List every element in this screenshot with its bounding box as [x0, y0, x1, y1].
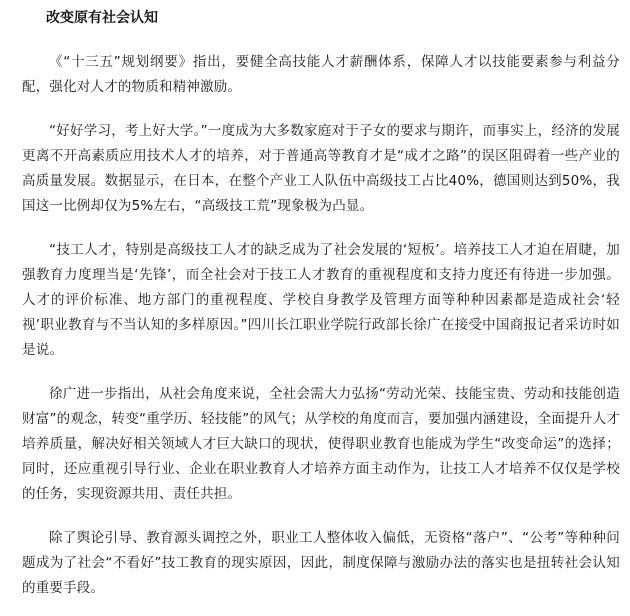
- paragraph-5: 除了舆论引导、教育源头调控之外，职业工人整体收入偏低，无资格“落户”、“公考”等种种问题成为了社会“不看好”技工教育的现实原因，因此，制度保障与激励办法的落实也是扭转社会认知的重要手段。: [22, 530, 620, 596]
- section-heading: 改变原有社会认知: [46, 10, 158, 26]
- paragraph-4: 徐广进一步指出，从社会角度来说，全社会需大力弘扬“劳动光荣、技能宝贵、劳动和技能创造财富”的观念，转变“重学历、轻技能”的风气；从学校的角度而言，要加强内涵建设，全面提升人才培养质量，解决好相关领域人才巨大缺口的现状，使得职业教育也能成为学生“改变命运”的选择；同时，还应重视引导行业、企业在职业教育人才培养方面主动作为，让技工人才培养不仅仅是学校的任务，实现资源共用、责任共担。: [22, 386, 620, 502]
- paragraph-3: “技工人才，特别是高级技工人才的缺乏成为了社会发展的‘短板’。培养技工人才迫在眉睫，加强教育力度理当是‘先锋’，而全社会对于技工人才教育的重视程度和支持力度还有待进一步加强。人才的评价标准、地方部门的重视程度、学校自身教学及管理方面等种种因素都是造成社会‘轻视’职业教育与不当认知的多样原因。”四川长江职业学院行政部长徐广在接受中国商报记者采访时如是说。: [22, 242, 620, 358]
- paragraph-1: 《“十三五”规划纲要》指出，要健全高技能人才薪酬体系，保障人才以技能要素参与利益分配，强化对人才的物质和精神激励。: [22, 54, 620, 95]
- paragraph-2: “好好学习，考上好大学。”一度成为大多数家庭对于子女的要求与期许，而事实上，经济的发展更离不开高素质应用技术人才的培养，对于普通高等教育才是“成才之路”的误区阻碍着一些产业的高质量发展。数据显示，在日本，在整个产业工人队伍中高级技工占比40%，德国则达到50%，我国这一比例却仅为5%左右，“高级技工荒”现象极为凸显。: [22, 123, 620, 214]
